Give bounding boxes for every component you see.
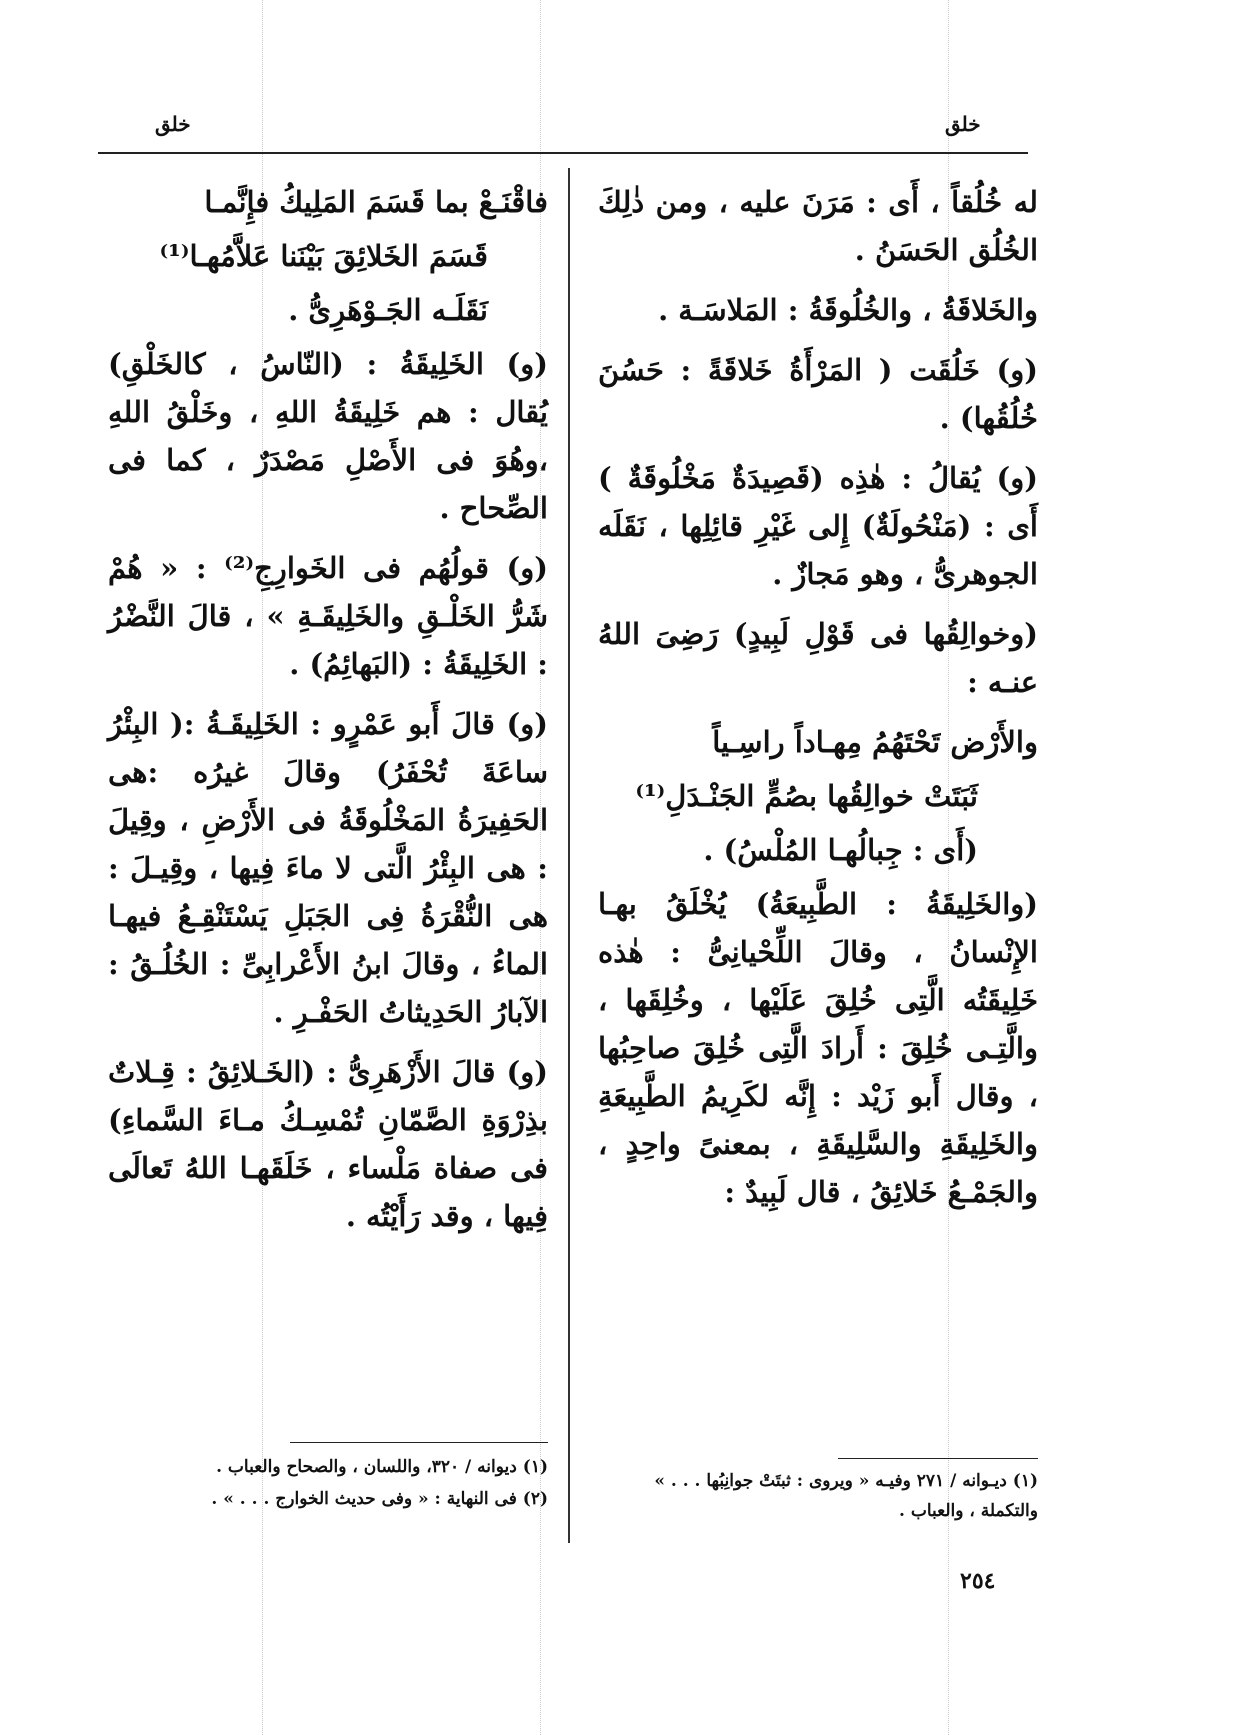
running-header-right: خلق [945,112,981,136]
verse-line: قَسَمَ الخَلائِقَ بَيْنَنا عَلاَّمُهـا⁽¹⁾ [159,239,488,273]
running-header-left: خلق [155,112,191,136]
column-divider [568,168,570,1543]
paragraph: (و) الخَلِيقَةُ : (النّاسُ ، كالخَلْقِ) يُقال : هم خَلِيقَةُ اللهِ ، وخَلْقُ اللهِ ،وهُوَ فى الأَصْلِ مَصْدَرٌ ، كما فى الصِّحاح . [108,347,548,525]
right-column [598,178,1038,1228]
paragraph: (و) قولُهُم فى الخَوارِجِ⁽²⁾ : « هُمْ شَرُّ الخَلْـقِ والخَلِيقَـةِ » ، قالَ النَّضْرُ : الخَلِيقَةُ : (البَهائِمُ) . [108,551,548,681]
paragraph: (والخَلِيقَةُ : الطَّبِيعَةُ) يُخْلَقُ بهـا الإِنْسانُ ، وقالَ اللِّحْيانِىُّ : هٰذه خَلِيقَتُه الَّتِى خُلِقَ عَلَيْها ، وخُلِقَها ، والَّتِـى خُلِقَ : أَرادَ الَّتِى خُلِقَ صاحِبُها ، وقال أَبو زَيْد : إِنَّه لكَرِيمُ الطَّبِيعَةِ والخَلِيقَةِ والسَّلِيقَةِ ، بمعنىً واحِدٍ ، والجَمْـعُ خَلائِقُ ، قال لَبِيدٌ : [598,887,1038,1209]
paragraph: نَقَلَـه الجَـوْهَرِىُّ . [288,293,488,327]
verse-line: فاقْنَـعْ بما قَسَمَ المَلِيكُ فإِنَّمـا [204,185,548,219]
footnote-rule-right [838,1458,1038,1459]
verse-line: ثَبَتَتْ خوالِقُها بصُمٍّ الجَنْـدَلِ⁽¹⁾ [635,779,978,813]
footnote-left-1: (١) ديوانه / ٣٢٠، واللسان ، والصحاح والعباب . [216,1457,548,1477]
page-number: ٢٥٤ [960,1568,996,1594]
paragraph: (و) خَلُقَت ( المَرْأَةُ خَلاقَةً : حَسُنَ خُلُقُها) . [598,353,1038,435]
verse-line: والأَرْض تَحْتَهُمُ مِهـاداً راسِـياً [712,725,1038,759]
paragraph: (و) قالَ أَبو عَمْرٍو : الخَلِيقَـةُ :( البِئْرُ ساعَةَ تُحْفَرُ) وقالَ غيرُه :هى الحَفِيرَةُ المَخْلُوقَةُ فى الأَرْضِ ، وقِيلَ : هى البِئْرُ الَّتى لا ماءَ فِيها ، وقِيـلَ : هى النُّقْرَةُ فِى الجَبَلِ يَسْتَنْقِـعُ فيهـا الماءُ ، وقالَ ابنُ الأَعْرابِىِّ : الخُلُـقُ : الآبارُ الحَدِيثاتُ الحَفْـرِ . [108,707,548,1029]
paragraph: (و) قالَ الأَزْهَرِىُّ : (الخَـلائِقُ : قِـلاتٌ بذِرْوَةِ الصَّمّانِ تُمْسِـكُ مـاءَ السَّماءِ) فى صفاة مَلْساء ، خَلَقَهـا اللهُ تَعالَى فِيها ، وقد رَأَيْتُه . [108,1055,548,1233]
paragraph: (وخوالِقُها فى قَوْلِ لَبِيدٍ) رَضِىَ اللهُ عنـه : [598,617,1038,699]
paragraph: والخَلاقَةُ ، والخُلُوقَةُ : المَلاسَـة . [658,293,1038,327]
footnote-rule-left [290,1442,548,1443]
left-column [108,178,548,1252]
paragraph: (و) يُقالُ : هٰذِه (قَصِيدَةٌ مَخْلُوقَةٌ ) أَى : (مَنْحُولَةٌ) إِلى غَيْرِ قائِلِها ، نَقَلَه الجوهرىُّ ، وهو مَجازٌ . [598,461,1038,591]
paragraph: له خُلُقاً ، أَى : مَرَنَ عليه ، ومن ذٰلِكَ الخُلُق الحَسَنُ . [598,185,1038,267]
header-rule [98,152,1028,154]
verse-gloss: (أَى : جِبالُهـا المُلْسُ) . [703,833,978,867]
footnote-right: (١) ديـوانه / ٢٧١ وفيـه « ويروى : ثبتَتْ جوانِبُها . . . » والتكملة ، والعباب . [654,1471,1038,1521]
footnote-left-2: (٢) فى النهاية : « وفى حديث الخوارج . . . » . [211,1489,548,1509]
